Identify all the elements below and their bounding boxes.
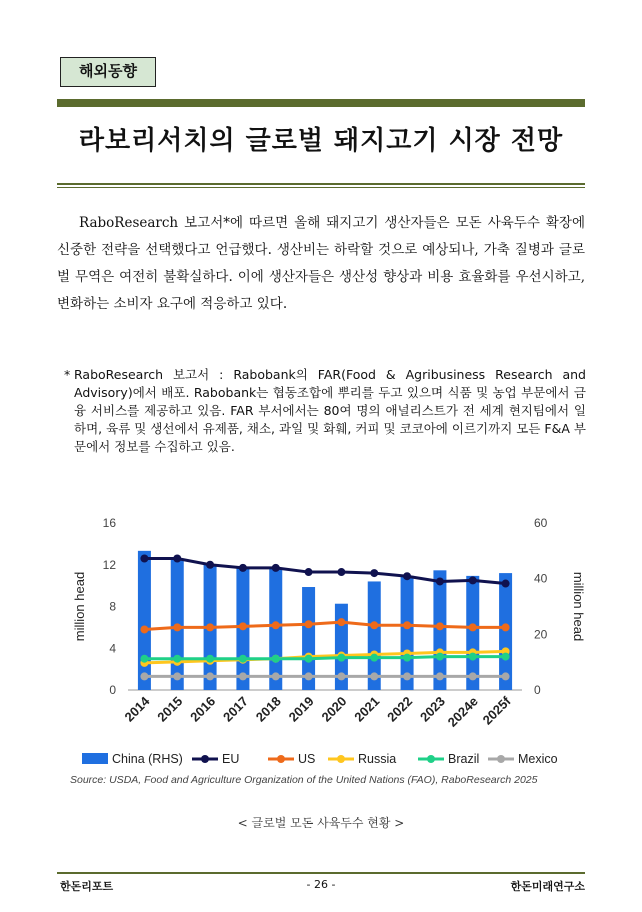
legend-label-china-rhs-: China (RHS) bbox=[112, 752, 183, 766]
eu-point bbox=[469, 576, 477, 584]
y-left-tick-label: 0 bbox=[109, 683, 116, 697]
mexico-point bbox=[436, 672, 444, 680]
y-left-axis-label: million head bbox=[72, 571, 87, 642]
legend-marker-us bbox=[277, 755, 285, 763]
footer-rule bbox=[57, 872, 585, 874]
x-tick-label: 2022 bbox=[384, 693, 416, 725]
y-left-tick-label: 4 bbox=[109, 641, 116, 656]
mexico-point bbox=[370, 672, 378, 680]
title-rule-thin bbox=[57, 187, 585, 188]
brazil-point bbox=[403, 654, 411, 662]
legend-swatch-china-rhs- bbox=[82, 753, 108, 764]
header-rule bbox=[57, 99, 585, 107]
legend-marker-mexico bbox=[497, 755, 505, 763]
china-bar bbox=[138, 551, 151, 690]
us-point bbox=[206, 623, 214, 631]
us-line bbox=[144, 622, 505, 629]
intro-paragraph bbox=[57, 210, 585, 318]
mexico-point bbox=[502, 672, 510, 680]
brazil-point bbox=[370, 654, 378, 662]
mexico-point bbox=[272, 672, 280, 680]
x-tick-label: 2023 bbox=[416, 693, 449, 725]
x-tick-label: 2019 bbox=[285, 693, 317, 725]
us-point bbox=[337, 618, 345, 626]
legend-label-us: US bbox=[298, 752, 316, 766]
y-right-tick-label: 20 bbox=[534, 627, 548, 642]
figure-caption: < 글로벌 모돈 사육두수 현황 > bbox=[237, 816, 405, 830]
legend-marker-russia bbox=[337, 755, 345, 763]
us-point bbox=[403, 621, 411, 629]
brazil-point bbox=[173, 655, 181, 663]
footer-publication: 한돈리포트 bbox=[60, 880, 114, 893]
y-left-tick-label: 8 bbox=[109, 599, 116, 614]
brazil-point bbox=[140, 655, 148, 663]
mexico-point bbox=[140, 672, 148, 680]
brazil-point bbox=[502, 653, 510, 661]
eu-point bbox=[403, 572, 411, 580]
us-point bbox=[502, 623, 510, 631]
mexico-point bbox=[337, 672, 345, 680]
us-point bbox=[173, 623, 181, 631]
intro-text: RaboResearch 보고서*에 따르면 올해 돼지고기 생산자들은 모돈 사육두수 확장에 신중한 전략을 선택했다고 언급했다. 생산비는 하락할 것으로 예상되나, 가축 질병과 글로벌 무역은 여전히 불확실하다. 이에 생산자들은 생산성 향상과 비용 효율화를 우선시하고, 변화하는 소비자 요구에 적응하고 있다. bbox=[57, 215, 585, 312]
us-point bbox=[140, 625, 148, 633]
mexico-point bbox=[469, 672, 477, 680]
mexico-point bbox=[173, 672, 181, 680]
eu-point bbox=[370, 569, 378, 577]
brazil-point bbox=[272, 655, 280, 663]
x-tick-label: 2014 bbox=[121, 693, 153, 725]
mexico-point bbox=[403, 672, 411, 680]
y-left-tick-label: 12 bbox=[102, 557, 116, 572]
us-point bbox=[272, 621, 280, 629]
legend-marker-eu bbox=[201, 755, 209, 763]
y-right-tick-label: 60 bbox=[534, 516, 548, 530]
x-tick-label: 2024e bbox=[444, 693, 481, 730]
mexico-point bbox=[239, 672, 247, 680]
x-tick-label: 2020 bbox=[318, 693, 350, 725]
eu-point bbox=[206, 561, 214, 569]
brazil-point bbox=[239, 655, 247, 663]
footer-publisher: 한돈미래연구소 bbox=[510, 880, 585, 893]
us-point bbox=[370, 621, 378, 629]
eu-point bbox=[173, 554, 181, 562]
y-left-tick-label: 16 bbox=[102, 516, 116, 530]
x-tick-label: 2018 bbox=[252, 693, 284, 725]
legend-label-russia: Russia bbox=[358, 752, 397, 766]
eu-line bbox=[144, 558, 505, 583]
x-tick-label: 2016 bbox=[187, 693, 219, 725]
us-point bbox=[436, 622, 444, 630]
legend-label-mexico: Mexico bbox=[518, 752, 558, 766]
y-right-tick-label: 40 bbox=[534, 571, 548, 586]
brazil-point bbox=[469, 653, 477, 661]
eu-point bbox=[502, 580, 510, 588]
brazil-point bbox=[436, 653, 444, 661]
x-tick-label: 2021 bbox=[351, 693, 383, 725]
mexico-point bbox=[305, 672, 313, 680]
y-right-tick-label: 0 bbox=[534, 683, 541, 697]
brazil-point bbox=[305, 655, 313, 663]
page-title: 라보리서치의 글로벌 돼지고기 시장 전망 bbox=[78, 126, 564, 156]
eu-point bbox=[337, 568, 345, 576]
footnote-text: RaboResearch 보고서 : Rabobank의 FAR(Food & Agribusiness Research and Advisory)에서 배포. Rabobank는 협동조합에 뿌리를 두고 있으며 식품 및 농업 부문에서 금융 서비스를 제공하고 있음. FAR 부서에서는 80여 명의 애널리스트가 전 세계 현지팀에서 일하며, 육류 및 생선에서 유제품, 채소, 과일 및 화훼, 커피 및 코코아에 이르기까지 모든 F&A 부문에서 정보를 수집하고 있음. bbox=[74, 367, 586, 454]
sow-inventory-chart bbox=[60, 506, 600, 796]
eu-point bbox=[436, 577, 444, 585]
legend-marker-brazil bbox=[427, 755, 435, 763]
x-tick-label: 2015 bbox=[154, 693, 186, 725]
eu-point bbox=[305, 568, 313, 576]
footnote-marker: * bbox=[64, 367, 71, 382]
x-tick-label: 2025f bbox=[479, 693, 514, 728]
page-number: - 26 - bbox=[306, 878, 336, 891]
us-point bbox=[469, 623, 477, 631]
eu-point bbox=[239, 564, 247, 572]
legend-label-eu: EU bbox=[222, 752, 240, 766]
eu-point bbox=[272, 564, 280, 572]
title-rule bbox=[57, 183, 585, 185]
brazil-line bbox=[144, 657, 505, 659]
x-tick-label: 2017 bbox=[219, 693, 252, 725]
eu-point bbox=[140, 554, 148, 562]
legend-label-brazil: Brazil bbox=[448, 752, 480, 766]
footnote bbox=[64, 366, 586, 456]
us-point bbox=[305, 620, 313, 628]
y-right-axis-label: million head bbox=[571, 571, 586, 642]
chart-source: Source: USDA, Food and Agriculture Organization of the United Nations (FAO), RaboResearch 2025 bbox=[70, 774, 538, 786]
brazil-point bbox=[206, 655, 214, 663]
mexico-point bbox=[206, 672, 214, 680]
brazil-point bbox=[337, 654, 345, 662]
section-tag: 해외동향 bbox=[60, 57, 156, 87]
us-point bbox=[239, 622, 247, 630]
